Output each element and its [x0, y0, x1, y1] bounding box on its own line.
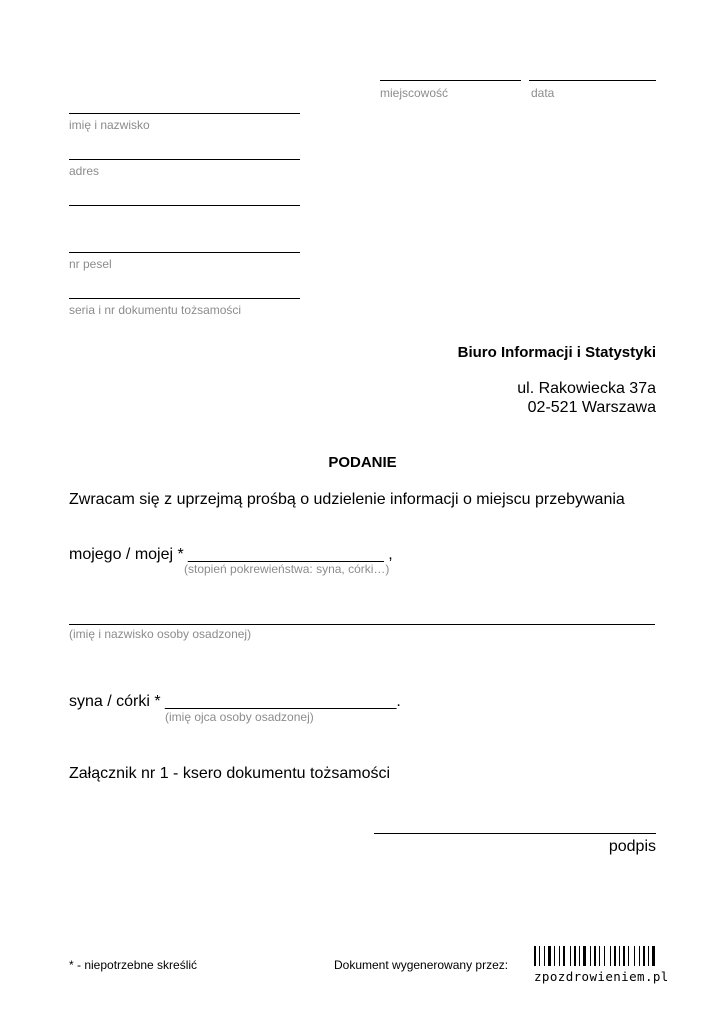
document-title: PODANIE [328, 454, 397, 471]
relation-blank[interactable]: ______________________ , [188, 546, 393, 563]
recipient-name: Biuro Informacji i Statystyki [457, 344, 656, 361]
barcode-bar [563, 946, 565, 966]
sender-pesel-line[interactable] [69, 252, 300, 253]
barcode-bar [570, 946, 571, 966]
barcode-bar [544, 946, 545, 966]
barcode-bar [634, 946, 635, 966]
relation-prefix: mojego / mojej * [69, 546, 184, 563]
sender-name-label: imię i nazwisko [69, 118, 150, 132]
place-label: miejscowość [380, 86, 449, 100]
recipient-street: ul. Rakowiecka 37a [517, 380, 656, 397]
barcode-bar [539, 946, 540, 966]
sender-id-document-line[interactable] [69, 298, 300, 299]
barcode-bar [643, 946, 645, 966]
date-label: data [531, 86, 555, 100]
signature-label: podpis [608, 838, 656, 855]
barcode-bar [604, 946, 605, 966]
barcode-bar [623, 946, 625, 966]
barcode-bar [652, 946, 655, 966]
barcode-bar [590, 946, 591, 966]
barcode-bar [579, 946, 580, 966]
place-line[interactable] [380, 80, 521, 81]
sender-address-line[interactable] [69, 159, 300, 160]
barcode-bar [534, 946, 536, 966]
child-prefix: syna / córki * [69, 693, 161, 710]
brand-logo-text: zpozdrowieniem.pl [534, 969, 669, 984]
barcode-bar [548, 946, 551, 966]
sender-pesel-label: nr pesel [69, 257, 112, 271]
footer-generated-by: Dokument wygenerowany przez: [334, 958, 509, 972]
request-intro: Zwracam się z uprzejmą prośbą o udzielenie informacji o miejscu przebywania [69, 491, 625, 508]
barcode-bar [639, 946, 640, 966]
child-blank[interactable]: __________________________. [165, 693, 401, 710]
barcode-logo [534, 946, 656, 966]
barcode-bar [614, 946, 616, 966]
barcode-bar [594, 946, 596, 966]
sender-id-document-label: seria i nr dokumentu tożsamości [69, 303, 242, 317]
sender-address-label: adres [69, 164, 100, 178]
barcode-bar [628, 946, 629, 966]
barcode-bar [619, 946, 620, 966]
footer-note: * - niepotrzebne skreślić [69, 958, 198, 972]
barcode-bar [574, 946, 576, 966]
father-name-hint: (imię ojca osoby osadzonej) [165, 710, 314, 724]
barcode-bar [599, 946, 600, 966]
inmate-name-line[interactable] [69, 624, 655, 625]
sender-name-line[interactable] [69, 113, 300, 114]
recipient-city: 02-521 Warszawa [527, 399, 656, 416]
barcode-bar [559, 946, 560, 966]
barcode-bar [583, 946, 586, 966]
sender-address-line-2[interactable] [69, 205, 300, 206]
relation-hint: (stopień pokrewieństwa: syna, córki…) [184, 562, 390, 576]
attachment-note: Załącznik nr 1 - ksero dokumentu tożsamości [69, 765, 391, 782]
date-line[interactable] [529, 80, 656, 81]
signature-line[interactable] [374, 833, 656, 834]
barcode-bar [554, 946, 555, 966]
barcode-bar [648, 946, 649, 966]
barcode-bar [610, 946, 611, 966]
inmate-name-hint: (imię i nazwisko osoby osadzonej) [69, 627, 252, 641]
